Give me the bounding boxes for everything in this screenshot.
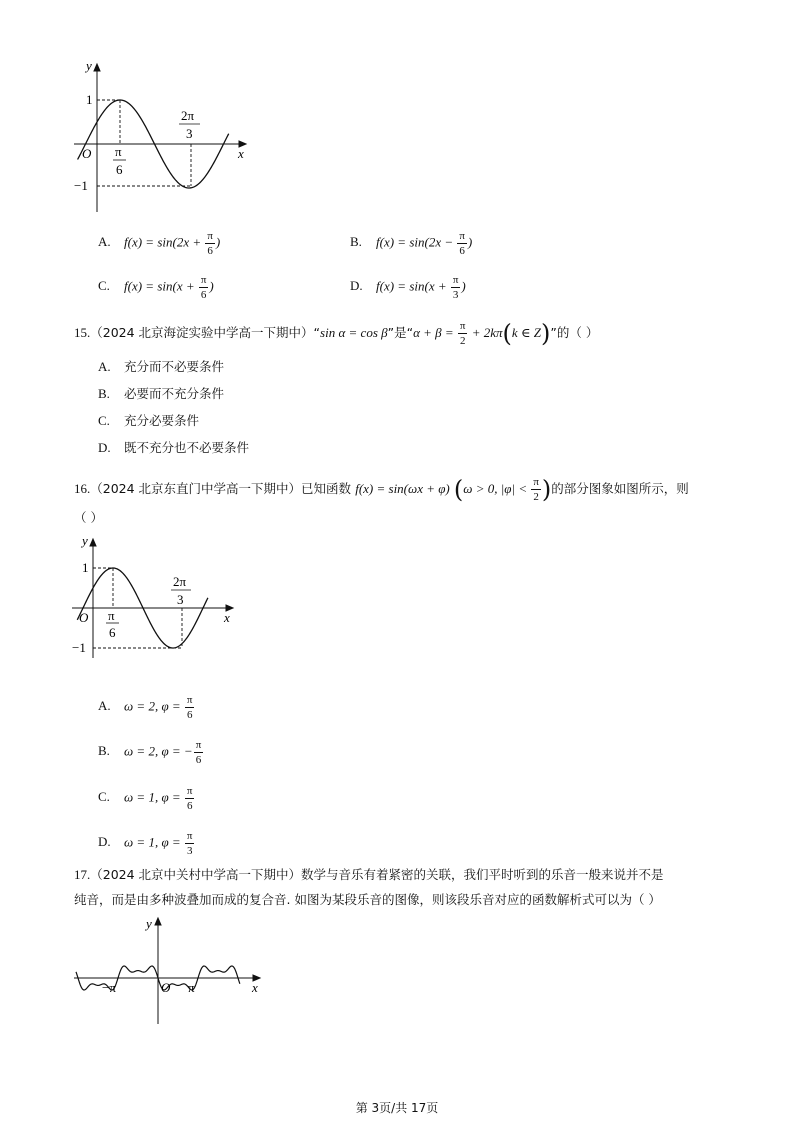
q16-option-b-den: 6 [195,754,202,766]
q16-option-c-den: 6 [186,800,193,812]
q15-set: k ∈ Z [511,325,542,340]
q15-condition: sin α = cos β [320,325,388,340]
q14-option-a-label: A. [98,234,111,250]
q15-paren-open: ( [502,319,512,348]
q15-frac [458,320,468,347]
graph-mid-y-max-label: 1 [82,560,89,575]
graph-mid-axes [72,539,233,658]
graph-top-tick2-den: 3 [186,126,193,141]
graph-top-x-label: x [238,146,244,161]
q16-option-d-frac [185,830,195,857]
q14-option-d-num: π [452,274,459,286]
graph-top-y-label: y [86,58,92,73]
q16-cond-num: π [533,476,539,488]
q15-option-c-text: 充分必要条件 [124,413,200,428]
q14-option-b-rhs: ) [467,234,473,250]
graph-top-tick1-den: 6 [116,162,123,177]
q16-cond-frac [531,476,541,503]
q15-frac-num: π [459,320,466,332]
graph-top-origin-label: O [82,146,92,161]
graph-bottom-y-label: y [146,916,152,931]
q14-option-a-frac [205,230,215,257]
q16-option-b[interactable] [98,739,204,766]
q16-cond-den: 2 [533,491,539,503]
q14-option-d-rhs: ) [461,278,466,294]
q15-expr-rhs: + 2kπ [468,325,503,340]
q15-stem [74,320,598,347]
graph-mid-tick2-den: 3 [177,592,184,607]
q14-option-c-lhs: f(x) = sin(x + [124,278,198,294]
q14-option-b[interactable] [350,230,472,257]
q14-option-d[interactable] [350,274,466,301]
q15-option-c-label: C. [98,413,110,428]
graph-bottom [70,912,270,1027]
graph-bottom-pi-label: π [188,980,195,995]
q15-paren-close: ) [541,319,551,348]
q14-option-a-lhs: f(x) = sin(2x + [124,234,205,250]
q16-option-c-label: C. [98,789,110,805]
q14-option-a[interactable] [98,230,220,257]
q15-mid: ”是“ [387,325,414,340]
graph-top [60,52,260,217]
q14-option-b-label: B. [350,234,362,250]
graph-mid-origin-label: O [79,610,89,625]
q16-option-a-num: π [186,694,193,706]
q16-option-b-frac [194,739,204,766]
q16-option-a-den: 6 [186,709,193,721]
graph-bottom-neg-pi-label: −π [102,980,116,995]
q14-option-d-lhs: f(x) = sin(x + [376,278,450,294]
q16-post: 的部分图象如图所示，则 [551,481,689,496]
q15-option-b-label: B. [98,386,110,401]
graph-mid-y-label: y [82,533,88,548]
graph-mid-y-min-label: −1 [72,640,86,655]
q14-option-a-den: 6 [207,245,213,257]
graph-mid-tick1-den: 6 [109,625,116,640]
graph-bottom-axes [74,918,260,1024]
graph-top-tick2-num: 2π [181,108,195,123]
q16-option-b-lhs: ω = 2, φ = − [124,743,193,759]
q14-option-c-num: π [200,274,207,286]
q16-option-c-num: π [186,785,193,797]
q17-line1 [74,868,664,882]
q16-stem [74,476,689,503]
q15-tail: ”的（ ） [550,325,599,340]
q16-option-b-label: B. [98,743,110,759]
q16-option-a-frac [185,694,195,721]
graph-top-y-min-label: −1 [74,178,88,193]
q14-option-b-frac [457,230,467,257]
q15-option-d-label: D. [98,440,111,455]
q16-number: 16. [74,481,91,496]
q16-option-a-label: A. [98,698,111,714]
graph-bottom-origin-label: O [161,980,171,995]
graph-mid-tick1-num: π [108,608,115,623]
q16-option-d-label: D. [98,834,111,850]
q16-option-d[interactable] [98,830,195,857]
q14-option-c-den: 6 [200,289,207,301]
graph-mid-tick2-num: 2π [173,574,187,589]
q14-option-d-frac [451,274,461,301]
q14-option-a-num: π [207,230,213,242]
q14-option-b-num: π [459,230,465,242]
graph-mid-x-label: x [224,610,230,625]
q16-option-b-num: π [195,739,202,751]
q16-option-c-frac [185,785,195,812]
q15-option-c[interactable] [98,414,199,428]
q15-option-d-text: 既不充分也不必要条件 [124,440,250,455]
q14-option-c-rhs: ) [209,278,214,294]
q16-paren-open: ( [453,475,464,504]
q16-paren-close: ) [541,475,552,504]
q15-frac-den: 2 [459,335,466,347]
q16-source: （2024 北京东直门中学高一下期中） [90,481,302,496]
q15-option-a-text: 充分而不必要条件 [124,359,225,374]
page-footer: 第 3页/共 17页 [355,1101,439,1115]
graph-mid [60,533,250,658]
q14-option-b-lhs: f(x) = sin(2x − [376,234,457,250]
q16-cond-lhs: ω > 0, |φ| < [463,481,531,496]
q14-option-d-den: 3 [452,289,459,301]
graph-bottom-x-label: x [252,980,258,995]
q16-answer-paren: （ ） [74,510,103,525]
q14-option-b-den: 6 [459,245,465,257]
q14-option-c[interactable] [98,274,214,301]
q16-option-a-lhs: ω = 2, φ = [124,698,184,714]
q17-line2: 纯音，而是由多种波叠加而成的复合音. 如图为某段乐音的图像，则该段乐音对应的函数解析式可以为（ ） [74,892,661,907]
q17-source: （2024 北京中关村中学高一下期中） [90,867,302,882]
q15-source: （2024 北京海淀实验中学高一下期中） [90,325,314,340]
q17-number: 17. [74,867,91,882]
q16-pre: 已知函数 [301,481,352,496]
q14-option-c-label: C. [98,278,110,294]
q15-option-b-text: 必要而不充分条件 [124,386,225,401]
q15-option-a-label: A. [98,359,111,374]
q16-option-c-lhs: ω = 1, φ = [124,789,184,805]
q15-quote-open: “ [313,325,321,340]
q15-number: 15. [74,325,91,340]
q16-func: f(x) = sin(ωx + φ) [355,481,450,496]
q16-option-d-lhs: ω = 1, φ = [124,834,184,850]
q15-expr-lhs: α + β = [413,325,457,340]
q14-option-a-rhs: ) [215,234,221,250]
q15-option-b[interactable] [98,387,224,401]
graph-top-y-max-label: 1 [86,92,93,107]
q16-option-d-num: π [186,830,193,842]
q14-option-d-label: D. [350,278,363,294]
graph-top-guides [97,100,191,186]
q14-option-c-frac [199,274,209,301]
graph-top-axes [74,64,246,212]
q17-line1-text: 数学与音乐有着紧密的关联，我们平时听到的乐音一般来说并不是 [301,867,664,882]
q15-option-d[interactable] [98,441,249,455]
q16-option-a[interactable] [98,694,195,721]
graph-top-tick1-num: π [115,144,122,159]
q16-option-d-den: 3 [186,845,193,857]
q15-option-a[interactable] [98,360,224,374]
q16-option-c[interactable] [98,785,195,812]
